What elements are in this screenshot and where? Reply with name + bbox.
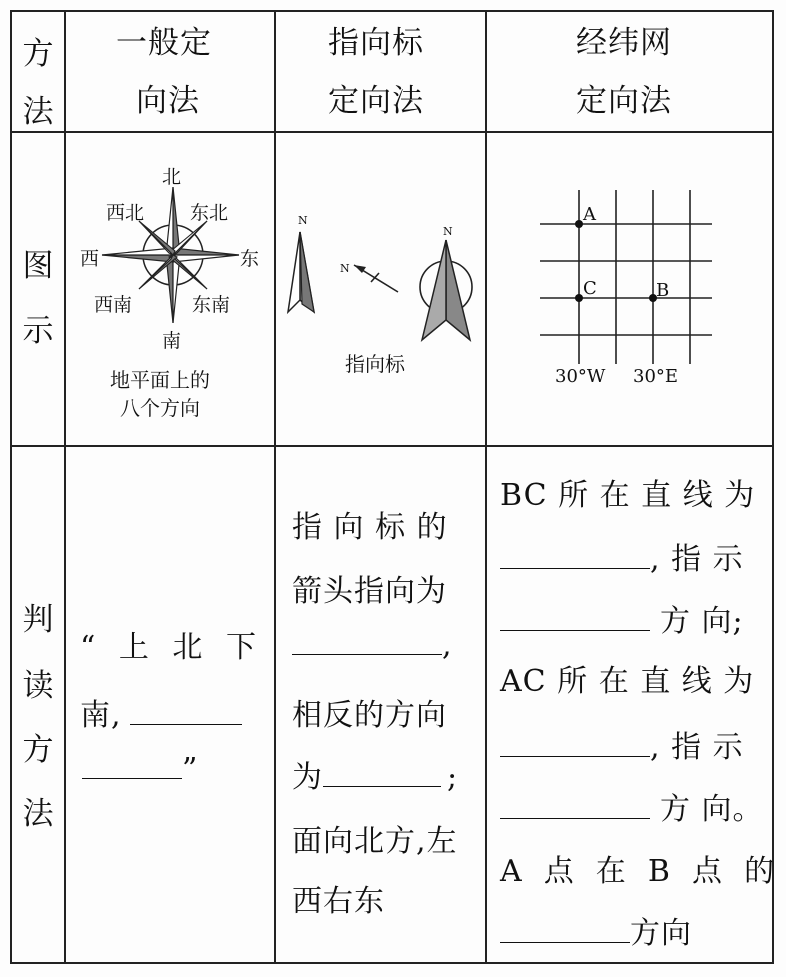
table-border-bottom [10, 962, 774, 964]
indicator-reading-line1: 指 向 标 的 [292, 510, 448, 545]
reading-row-label-char: 方 [22, 732, 54, 768]
grid-reading-line5-text: , 指 示 [650, 730, 744, 765]
answer-blank[interactable] [130, 723, 242, 725]
grid-reading-line2 [500, 534, 744, 578]
compass-label-northwest: 西北 [106, 202, 145, 224]
header-indicator-line2: 定向法 [328, 83, 424, 119]
answer-blank[interactable] [500, 567, 650, 569]
indicator-reading-line5-text: 为 [292, 760, 323, 795]
grid-reading-line5 [500, 722, 744, 766]
indicator-n-label-simple: N [298, 214, 308, 227]
indicator-reading-line6: 面向北方,左 [292, 824, 458, 859]
indicator-caption: 指向标 [345, 352, 405, 376]
compass-caption-line2: 八个方向 [120, 396, 200, 420]
header-indicator-line1: 指向标 [328, 25, 424, 61]
grid-longitude-label-east: 30°E [633, 366, 679, 387]
compass-caption-line1: 地平面上的 [110, 368, 210, 392]
indicator-reading-line4: 相反的方向 [292, 698, 447, 733]
answer-blank[interactable] [292, 653, 442, 655]
figure-row-label-char: 图 [22, 248, 54, 284]
grid-reading-line3 [500, 596, 744, 640]
grid-reading-line1: BC 所 在 直 线 为 [500, 478, 756, 513]
compass-label-south: 南 [162, 330, 182, 352]
grid-reading-line8-text: 方向 [630, 916, 692, 951]
general-reading-line3-text: ” [182, 752, 199, 787]
grid-reading-line4: AC 所 在 直 线 为 [500, 664, 755, 699]
general-reading-line2-text: 南, [80, 698, 122, 733]
general-reading-line3 [82, 752, 198, 787]
grid-reading-line6 [500, 784, 764, 828]
figure-row-label-char: 示 [22, 313, 54, 349]
grid-reading-line8 [500, 908, 692, 952]
table-border-right [772, 10, 774, 964]
header-method-char: 法 [22, 94, 54, 130]
compass-label-east: 东 [240, 248, 260, 270]
north-indicator-diagram [276, 132, 484, 444]
header-general-line2: 向法 [136, 83, 200, 119]
grid-reading-line3-text: 方 向; [660, 604, 744, 639]
header-grid-line1: 经纬网 [576, 25, 672, 61]
reading-row-label-char: 判 [22, 602, 54, 638]
indicator-reading-line5 [292, 752, 458, 796]
grid-point-a-label: A [583, 204, 596, 225]
table-border-top [10, 10, 774, 12]
header-method-char: 方 [22, 36, 54, 72]
indicator-reading-line3-text: , [442, 628, 453, 663]
compass-label-southeast: 东南 [192, 294, 231, 316]
header-method-cell [10, 10, 66, 132]
indicator-n-label-circle: N [443, 225, 453, 238]
indicator-reading-line3 [292, 628, 453, 663]
grid-reading-line2-text: , 指 示 [650, 542, 744, 577]
indicator-reading-line2: 箭头指向为 [292, 574, 447, 609]
compass-label-west: 西 [80, 248, 100, 270]
indicator-n-label-diagonal: N [340, 262, 350, 275]
answer-blank[interactable] [323, 785, 441, 787]
grid-point-b-label: B [656, 280, 670, 301]
general-reading-line1: “ 上 北 下 [80, 630, 257, 665]
lat-long-grid-diagram [487, 132, 771, 444]
grid-longitude-label-west: 30°W [555, 366, 606, 387]
grid-reading-line6-text: 方 向。 [660, 792, 764, 827]
answer-blank[interactable] [500, 941, 630, 943]
answer-blank[interactable] [500, 817, 650, 819]
header-grid-line2: 定向法 [576, 83, 672, 119]
compass-label-north: 北 [162, 166, 182, 188]
header-general-line1: 一般定 [116, 25, 212, 61]
grid-reading-line7: A 点 在 B 点 的 [500, 854, 776, 889]
reading-row-label-char: 读 [22, 668, 54, 704]
table-divider-figure [10, 445, 774, 447]
answer-blank[interactable] [82, 777, 182, 779]
general-reading-line2 [80, 690, 242, 734]
grid-point-c-label: C [583, 278, 597, 299]
reading-row-label-char: 法 [22, 796, 54, 832]
answer-blank[interactable] [500, 629, 650, 631]
indicator-reading-line5-end: ; [447, 760, 459, 795]
compass-label-northeast: 东北 [190, 202, 229, 224]
indicator-reading-line7: 西右东 [292, 884, 385, 919]
compass-label-southwest: 西南 [94, 294, 133, 316]
answer-blank[interactable] [500, 755, 650, 757]
